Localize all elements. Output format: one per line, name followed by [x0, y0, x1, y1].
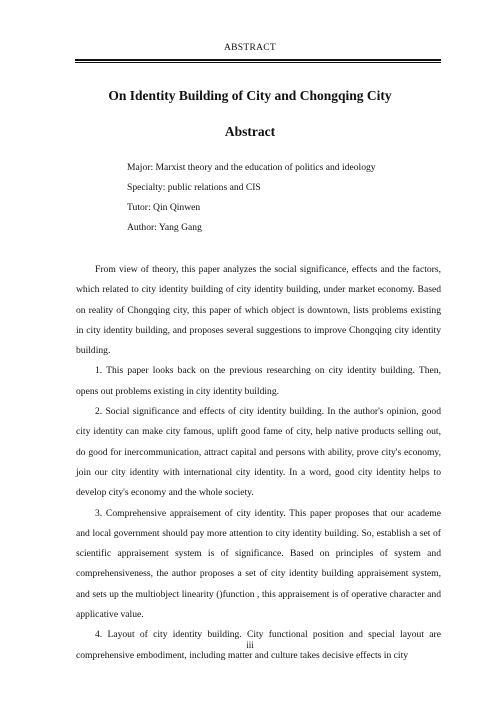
author-info [127, 158, 376, 238]
abstract-body [76, 260, 441, 666]
paragraph-point-3: 3. Comprehensive appraisement of city identity. This paper proposes that our academe and local government should pay more attention to city identity building. So, establish a set of scientific appraisement system is of significance. Based on principles of system and comprehensiveness, the author proposes a set of city identity building appraisement system, and sets up the multiobject linearity ()function , this appraisement is of operative character and applicative value. [76, 507, 441, 621]
header-rule-thick [75, 59, 441, 61]
abstract-heading: Abstract [224, 124, 276, 139]
running-header: ABSTRACT [223, 43, 277, 53]
paper-title: On Identity Building of City and Chongqing City [108, 88, 392, 103]
paragraph-point-2: 2. Social significance and effects of city identity building. In the author's opinion, good city identity can make city famous, uplift good fame of city, help native products selling out, do good for inercommunication, attract capital and persons with ability, prove city's economy, join our city identity with international city identity. In a word, good city identity helps to develop city's economy and the whole society. [76, 406, 441, 499]
tutor-line: Tutor: Qin Qinwen [127, 202, 201, 213]
header-rule-thin [75, 62, 441, 63]
specialty-line: Specialty: public relations and CIS [127, 182, 261, 193]
paragraph-intro: From view of theory, this paper analyzes the social significance, effects and the factors, which related to city identity building of city identity building, under market economy. Based on reality of Chongqing city, this paper of which object is downtown, lists problems existing in city identity building, and proposes several suggestions to improve Chongqing city identity building. [76, 264, 441, 357]
page-number: iii [246, 640, 254, 650]
paragraph-point-1: 1. This paper looks back on the previous researching on city identity building. Then, opens out problems existing in city identity building. [76, 365, 441, 397]
paragraph-point-4: 4. Layout of city identity building. City functional position and special layout are comprehensive embodiment, including matter and culture takes decisive effects in city [76, 629, 441, 661]
major-line: Major: Marxist theory and the education of politics and ideology [127, 162, 376, 173]
author-line: Author: Yang Gang [127, 222, 202, 233]
